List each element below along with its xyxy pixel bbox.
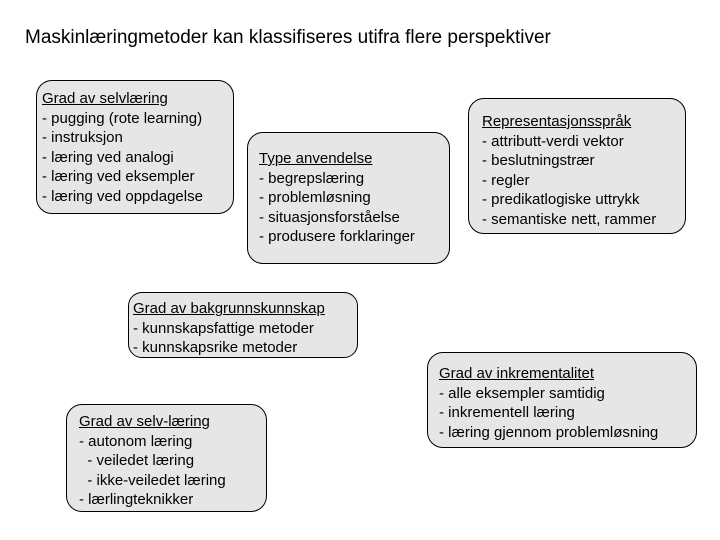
list-item: - læring gjennom problemløsning — [439, 423, 659, 441]
list-item: - produsere forklaringer — [259, 228, 415, 245]
list-item: - situasjonsforståelse — [259, 208, 400, 226]
list-item: - predikatlogiske uttrykk — [482, 191, 640, 208]
list-item: - beslutningstrær — [482, 152, 595, 169]
box-grad-av-bakgrunnskunnskap — [128, 292, 358, 358]
list-item: - lærlingteknikker — [79, 491, 194, 508]
box-type-anvendelse — [247, 132, 450, 264]
list-item: - alle eksempler samtidig — [439, 384, 605, 402]
list-item: - attributt-verdi vektor — [482, 132, 624, 150]
list-item: - problemløsning — [259, 189, 371, 206]
box-heading: Representasjonsspråk — [482, 113, 632, 130]
list-item: - begrepslæring — [259, 169, 365, 187]
page-title: Maskinlæringmetoder kan klassifiseres utifra flere perspektiver — [25, 27, 551, 48]
list-item: - semantiske nett, rammer — [482, 210, 657, 228]
box-grad-av-selv-laering — [66, 404, 267, 512]
box-grad-av-inkrementalitet — [427, 352, 697, 448]
box-heading: Grad av inkrementalitet — [439, 365, 595, 382]
list-item: - instruksjon — [42, 129, 123, 146]
box-grad-av-selvlaering — [36, 80, 234, 214]
box-representasjonssprak — [468, 98, 686, 234]
list-item: - kunnskapsfattige metoder — [133, 319, 314, 337]
list-item: - kunnskapsrike metoder — [133, 339, 298, 356]
list-item: - læring ved eksempler — [42, 168, 195, 185]
list-item: - autonom læring — [79, 432, 193, 450]
list-item: - regler — [482, 171, 530, 189]
box-heading: Grad av bakgrunnskunnskap — [133, 300, 325, 317]
box-heading: Type anvendelse — [259, 150, 373, 167]
list-item: - inkrementell læring — [439, 404, 575, 421]
box-heading: Grad av selv-læring — [79, 413, 210, 430]
list-item: - veiledet læring — [79, 452, 195, 469]
list-item: - ikke-veiledet læring — [79, 471, 226, 489]
list-item: - læring ved analogi — [42, 148, 174, 166]
list-item: - læring ved oppdagelse — [42, 187, 203, 205]
box-heading: Grad av selvlæring — [42, 90, 168, 107]
list-item: - pugging (rote learning) — [42, 109, 203, 127]
